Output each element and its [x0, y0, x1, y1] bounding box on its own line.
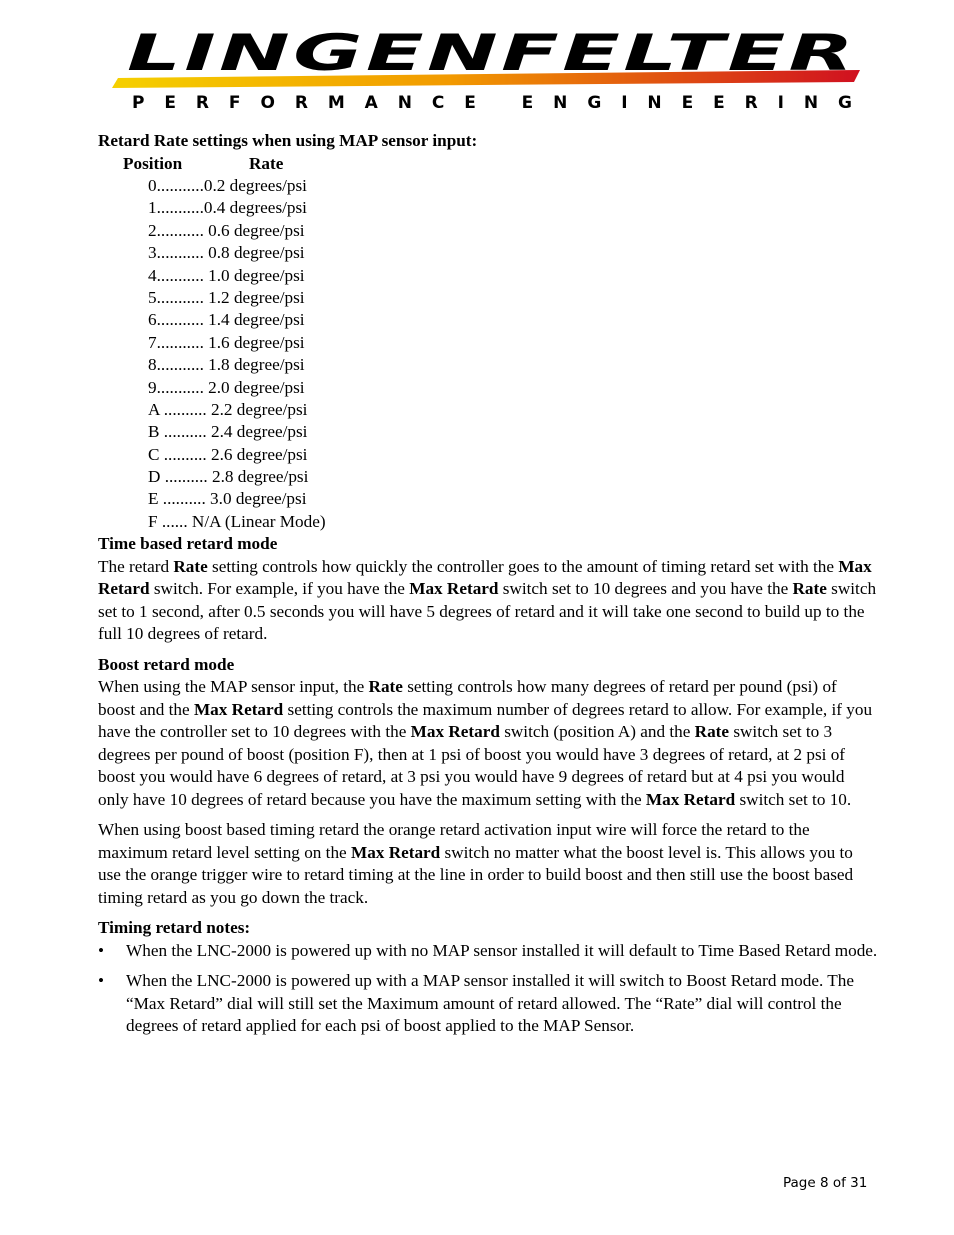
rate-row: C .......... 2.6 degree/psi [148, 444, 308, 464]
rate-row: 4........... 1.0 degree/psi [148, 265, 305, 285]
boost-mode-paragraph-1 [98, 676, 878, 811]
rate-row: F ...... N/A (Linear Mode) [148, 511, 326, 531]
text-run: switch. For example, if you have the [149, 579, 410, 599]
bold-term: Max Retard [645, 789, 736, 809]
rate-row: 7........... 1.6 degree/psi [148, 332, 305, 352]
rate-row: 1...........0.4 degrees/psi [148, 198, 307, 218]
bold-term: Rate [368, 677, 403, 697]
col-position-header: Position [123, 153, 183, 173]
page-content [98, 130, 878, 1038]
text-run: When using boost based timing retard the orange retard activation input wire will force the retard to the maximum retard level setting on the [98, 820, 810, 862]
rate-row: 3........... 0.8 degree/psi [148, 243, 305, 263]
text-run: setting controls how quickly the controller goes to the amount of timing retard set with the [207, 556, 839, 576]
text-run: setting controls the maximum number of degrees retard to allow. For example, if you have the controller set to 10 degrees with the [98, 699, 873, 742]
rate-row: 5........... 1.2 degree/psi [148, 287, 305, 307]
bold-term: Rate [173, 556, 208, 576]
notes-title: Timing retard notes: [98, 918, 251, 938]
list-item [98, 940, 878, 963]
note-text: When the LNC-2000 is powered up with no MAP sensor installed it will default to Time Based Retard mode. [126, 940, 878, 960]
bold-term: Max Retard [410, 722, 500, 742]
text-run: When using the MAP sensor input, the [98, 677, 369, 697]
rate-row: E .......... 3.0 degree/psi [148, 489, 307, 509]
text-run: switch no matter what the boost level is. This allows you to use the orange trigger wire to retard timing at the line in order to build boost and then still use the boost based timing retard as you go down the track. [98, 842, 854, 907]
rate-table-title: Retard Rate settings when using MAP sensor input: [98, 131, 478, 150]
text-run: switch (position A) and the [499, 722, 695, 742]
lingenfelter-logo-graphic [112, 26, 868, 112]
note-text: When the LNC-2000 is powered up with a MAP sensor installed it will switch to Boost Retard mode. The “Max Retard” dial will still set the Maximum amount of retard allowed. The “Rate” dial will control the degrees of retard applied for each psi of boost applied to the MAP Sensor. [126, 971, 854, 1036]
rate-row: 0...........0.2 degrees/psi [148, 176, 307, 195]
rate-row: A .......... 2.2 degree/psi [148, 399, 308, 419]
rate-row: 8........... 1.8 degree/psi [148, 355, 305, 375]
bullet-icon: • [98, 940, 105, 960]
text-run: setting controls how many degrees of retard per pound (psi) of boost and the [98, 677, 837, 719]
text-run: switch set to 1 second, after 0.5 seconds you will have 5 degrees of retard and it will take one second to build up to the full 10 degrees of retard. [98, 579, 877, 644]
bullet-icon: • [98, 971, 105, 991]
boost-mode-title: Boost retard mode [98, 654, 235, 674]
col-rate-header: Rate [249, 153, 284, 173]
rate-row: 6........... 1.4 degree/psi [148, 310, 305, 330]
boost-mode-paragraph-2 [98, 819, 878, 909]
text-run: switch set to 10 degrees and you have the [498, 579, 793, 599]
rate-row: 2........... 0.6 degree/psi [148, 220, 305, 240]
logo-tagline: PERFORMANCE ENGINEERING [132, 93, 852, 112]
rate-row: 9........... 2.0 degree/psi [148, 377, 305, 397]
notes-list [98, 940, 878, 1038]
rate-table-rows [98, 175, 878, 533]
brand-logo [112, 26, 868, 112]
bold-term: Max Retard [193, 699, 284, 719]
rate-row: B .......... 2.4 degree/psi [148, 422, 308, 442]
page-number: Page 8 of 31 [783, 1175, 868, 1191]
bold-term: Rate [792, 579, 827, 599]
bold-term: Max Retard [409, 579, 499, 599]
text-run: switch set to 3 degrees per pound of boost (position F), then at 1 psi of boost you would have 3 degrees of retard, at 2 psi of boost you would have 6 degrees of retard, at 3 psi you would have 9 degrees of retard but at 4 psi you would only have 10 degrees of retard because you have the maximum setting with the [98, 722, 846, 809]
rate-row: D .......... 2.8 degree/psi [148, 467, 309, 487]
rate-table-header [98, 153, 878, 176]
text-run: switch set to 10. [735, 789, 852, 809]
bold-term: Max Retard [98, 556, 872, 599]
list-item [98, 970, 878, 1038]
time-mode-paragraph [98, 556, 878, 646]
bold-term: Max Retard [350, 842, 441, 862]
time-mode-title: Time based retard mode [98, 534, 278, 554]
logo-wordmark: LINGENFELTER [127, 26, 857, 82]
text-run: The retard [98, 556, 174, 576]
bold-term: Rate [694, 722, 730, 742]
